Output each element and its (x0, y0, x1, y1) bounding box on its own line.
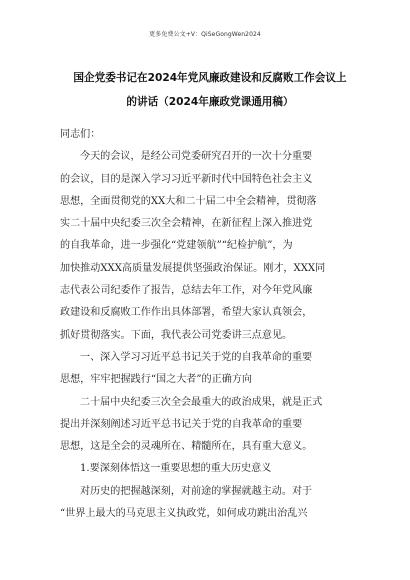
section-heading-line: 一、深入学习习近平总书记关于党的自我革命的重要 (80, 351, 313, 363)
paragraph-line: 政建设和反腐败工作作出具体部署，希望大家认真领会， (60, 307, 313, 319)
salutation: 同志们： (60, 129, 101, 140)
paragraph-line: 加快推动XXX高质量发展提供坚强政治保证。刚才，XXX同 (60, 262, 326, 274)
subsection-heading: 1.要深刻体悟这一重要思想的重大历史意义 (80, 463, 272, 475)
paragraph-line: 思想，全面贯彻党的XX大和二十届二中全会精神，贯彻落 (60, 195, 317, 207)
paragraph-line: 志代表公司纪委作了报告，总结去年工作，对今年党风廉 (60, 285, 313, 297)
paragraph-line: “世界上最大的马克思主义执政党，如何成功跳出治乱兴 (60, 508, 308, 520)
paragraph-line: 的会议，目的是深入学习习近平新时代中国特色社会主义 (60, 173, 313, 185)
paragraph-line: 抓好贯彻落实。下面，我代表公司党委讲三点意见。 (60, 329, 293, 341)
paragraph-line: 提出并深刻阐述习近平总书记关于党的自我革命的重要 (60, 418, 303, 430)
paragraph-line: 对历史的把握越深刻，对前途的掌握就越主动。对于 (80, 485, 313, 497)
paragraph-line: 今天的会议，是经公司党委研究召开的一次十分重要 (80, 151, 313, 163)
paragraph-line: 二十届中央纪委三次全会最重大的政治成果，就是正式 (80, 396, 323, 408)
header-note: 更多免费公文+V：QiSeGongWen2024 (149, 31, 261, 38)
paragraph-line: 实二十届中央纪委三次全会精神，在新征程上深入推进党 (60, 218, 313, 230)
title-line: 的讲话（2024年廉政党课通用稿） (126, 96, 294, 108)
title-line: 国企党委书记在2024年党风廉政建设和反腐败工作会议上 (73, 72, 347, 84)
section-heading-line: 思想，牢牢把握践行“国之大者”的正确方向 (60, 374, 253, 386)
paragraph-line: 思想，这是全会的灵魂所在、精髓所在，具有重大意义。 (60, 441, 313, 453)
document-body (60, 124, 360, 525)
document-title (60, 66, 360, 114)
paragraph-line: 的自我革命，进一步强化“党建领航”“纪检护航”，为 (60, 240, 293, 252)
